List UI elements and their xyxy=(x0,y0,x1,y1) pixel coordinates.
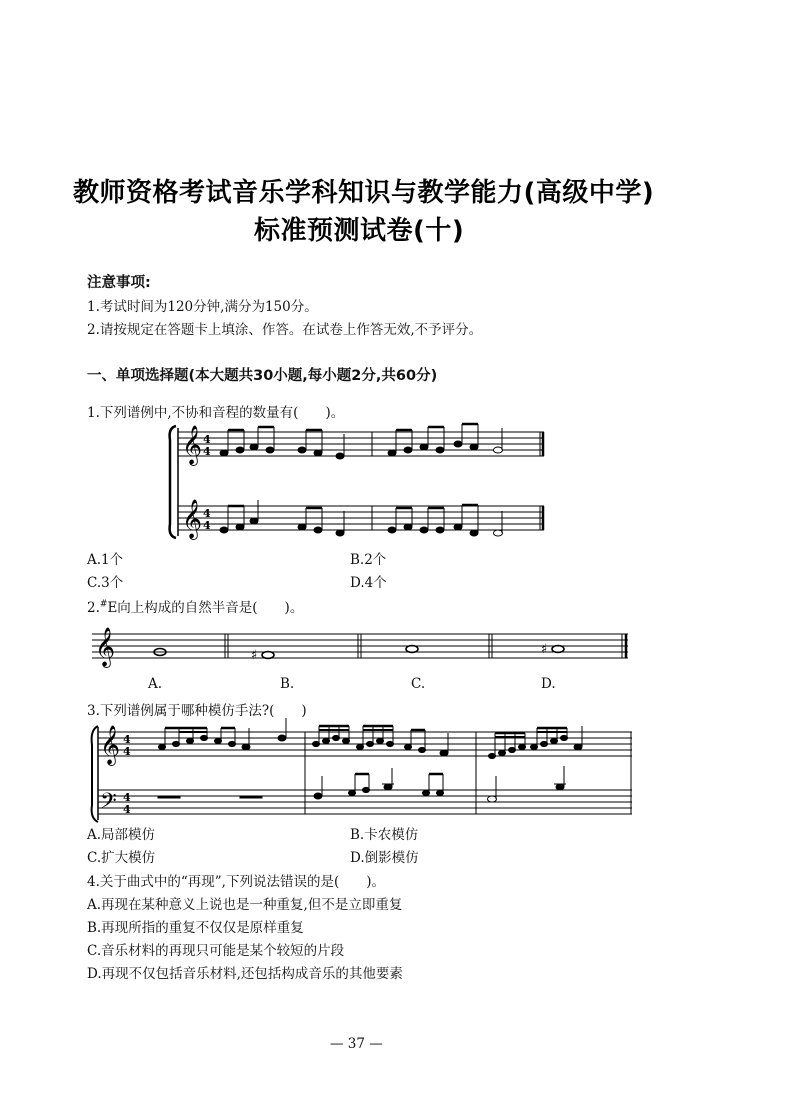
question-3-stem: 3.下列谱例属于哪种模仿手法?( ) xyxy=(87,703,307,719)
question-1-stem: 1.下列谱例中,不协和音程的数量有( )。 xyxy=(87,405,345,421)
question-2-prefix: 2. xyxy=(87,600,100,616)
notes-item-1: 1.考试时间为120分钟,满分为150分。 xyxy=(87,299,318,315)
question-4-option-a[interactable]: A.再现在某种意义上说也是一种重复,但不是立即重复 xyxy=(87,897,403,913)
question-4-option-c[interactable]: C.音乐材料的再现只可能是某个较短的片段 xyxy=(87,943,345,959)
question-2-option-c[interactable]: C. xyxy=(411,676,426,692)
sharp-icon: # xyxy=(99,599,108,610)
svg-text:4: 4 xyxy=(203,507,211,520)
section-heading: 一、单项选择题(本大题共30小题,每小题2分,共60分) xyxy=(87,368,438,384)
question-1-option-a[interactable]: A.1个 xyxy=(87,552,124,568)
svg-text:4: 4 xyxy=(123,791,131,804)
question-4-option-b[interactable]: B.再现所指的重复不仅仅是原样重复 xyxy=(87,920,304,936)
question-3-option-a[interactable]: A.局部模仿 xyxy=(87,827,156,843)
question-4-option-d[interactable]: D.再现不仅包括音乐材料,还包括构成音乐的其他要素 xyxy=(87,966,403,982)
question-1-option-c[interactable]: C.3个 xyxy=(87,575,124,591)
svg-text:♯: ♯ xyxy=(251,648,258,663)
question-2-option-b[interactable]: B. xyxy=(280,676,295,692)
question-1-option-b[interactable]: B.2个 xyxy=(350,552,387,568)
svg-text:𝄞: 𝄞 xyxy=(95,627,116,667)
page-title-line2: 标准预测试卷(十) xyxy=(254,216,465,246)
question-3-option-c[interactable]: C.扩大模仿 xyxy=(87,850,156,866)
page-number: — 37 — xyxy=(330,1036,383,1052)
page-title-line1: 教师资格考试音乐学科知识与教学能力(高级中学) xyxy=(73,178,655,208)
question-4-stem: 4.关于曲式中的“再现”,下列说法错误的是( )。 xyxy=(87,874,386,890)
svg-text:4: 4 xyxy=(203,445,211,458)
notes-item-2: 2.请按规定在答题卡上填涂、作答。在试卷上作答无效,不予评分。 xyxy=(87,322,483,338)
question-2-stem-text: E向上构成的自然半音是( )。 xyxy=(107,600,304,616)
question-1-option-d[interactable]: D.4个 xyxy=(350,575,387,591)
svg-text:𝄞: 𝄞 xyxy=(182,499,203,539)
svg-text:𝄞: 𝄞 xyxy=(100,725,121,765)
question-3-option-d[interactable]: D.倒影模仿 xyxy=(350,850,419,866)
svg-text:4: 4 xyxy=(203,519,211,532)
question-2-option-d[interactable]: D. xyxy=(541,676,556,692)
svg-text:𝄢: 𝄢 xyxy=(100,789,117,819)
svg-text:4: 4 xyxy=(123,745,131,758)
notes-heading: 注意事项: xyxy=(87,275,151,291)
svg-text:𝄞: 𝄞 xyxy=(182,425,203,465)
question-3-option-b[interactable]: B.卡农模仿 xyxy=(350,827,419,843)
svg-text:4: 4 xyxy=(123,803,131,816)
svg-text:♯: ♯ xyxy=(541,642,548,657)
question-2-option-a[interactable]: A. xyxy=(148,676,163,692)
svg-text:4: 4 xyxy=(203,433,211,446)
svg-text:4: 4 xyxy=(123,733,131,746)
